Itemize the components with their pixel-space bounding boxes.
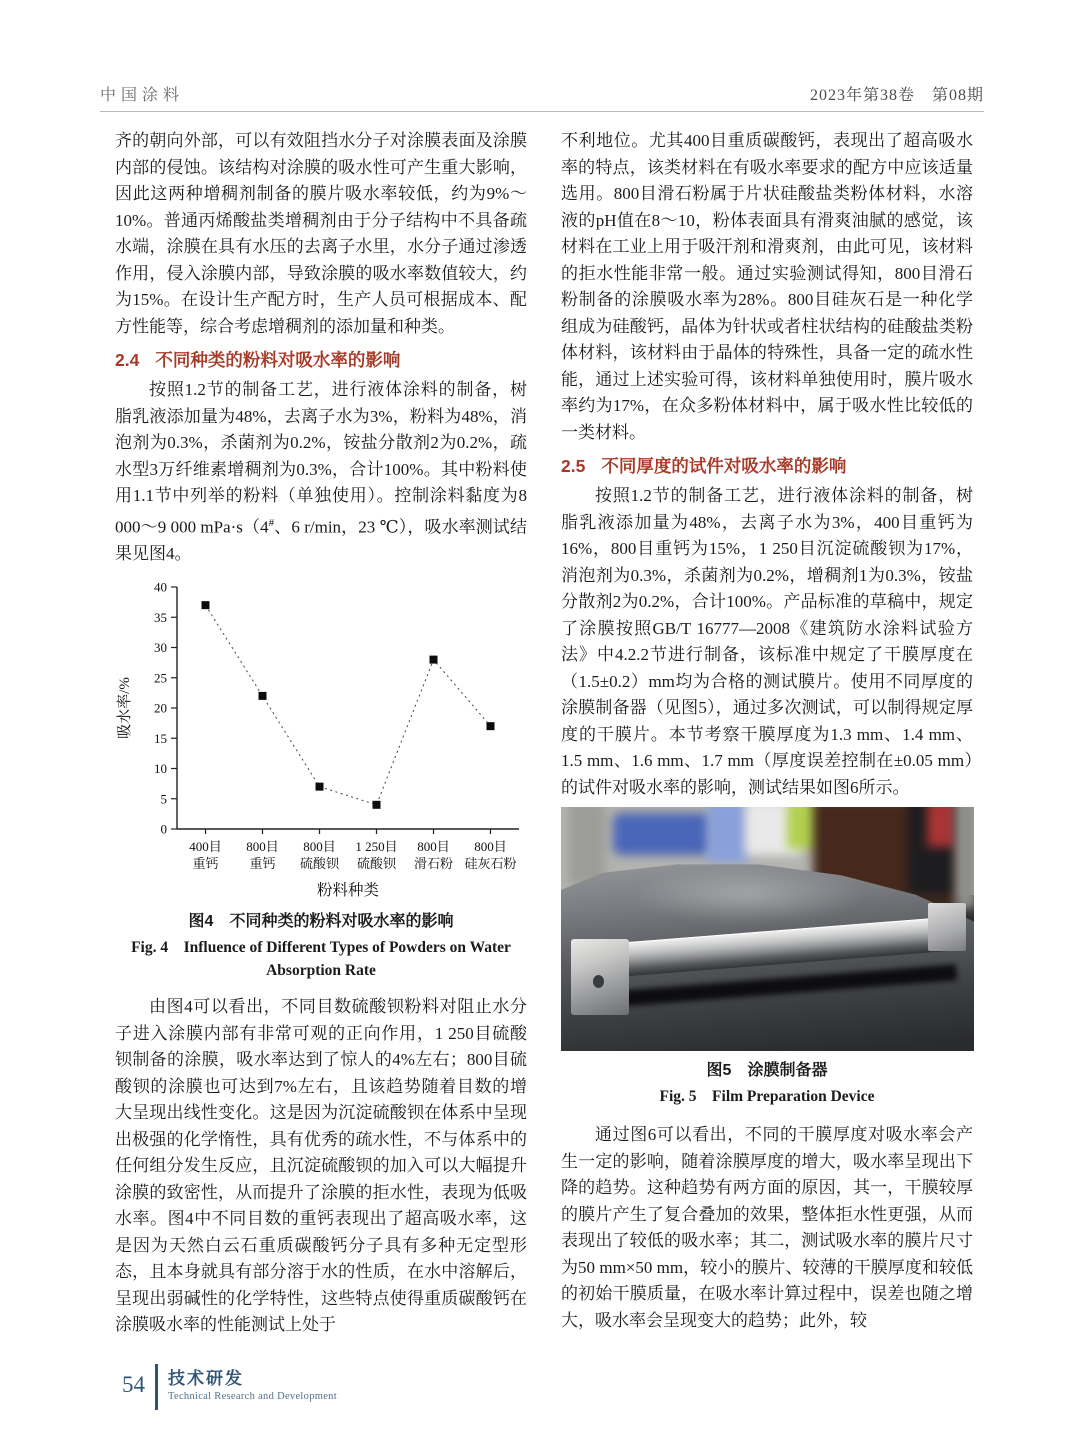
section-title: 不同厚度的试件对吸水率的影响 [601,456,847,476]
svg-text:35: 35 [154,609,167,625]
figure-5-caption-en: Fig. 5 Film Preparation Device [659,1088,875,1105]
figure-4-caption-en: Fig. 4 Influence of Different Types of Powders on Water Absorption Rate [131,939,511,980]
section-heading-2-4 [115,347,527,372]
paragraph-thickness-analysis: 通过图6可以看出，不同的干膜厚度对吸水率会产生一定的影响，随着涂膜厚度的增大，吸水率呈现出下降的趋势。这种趋势有两方面的原因，其一，干膜较厚的膜片产生了复合叠加的效果，整体拒水性更强，从而表现出了较低的吸水率；其二，测试吸水率的膜片尺寸为50 mm×50 mm，较小的膜片、较薄的干膜厚度和较低的初始干膜质量，在吸水率计算过程中，误差也随之增大，吸水率会呈现变大的趋势；此外，较 [561,1125,973,1330]
page-header [100,82,984,105]
photo-red-object [927,807,955,847]
svg-text:30: 30 [154,640,167,656]
section-number: 2.4 [115,350,140,370]
svg-text:吸水率/%: 吸水率/% [117,677,133,739]
svg-text:1 250目硫酸钡: 1 250目硫酸钡 [355,839,398,872]
figure-5-photo [561,807,974,1051]
figure-5-caption-zh: 图5 涂膜制备器 [706,1062,828,1079]
svg-text:15: 15 [154,730,167,746]
photo-plate-sheen [627,866,867,925]
svg-text:20: 20 [154,700,167,716]
footer-divider [155,1364,158,1410]
paragraph-talc-wollastonite: 不利地位。尤其400目重质碳酸钙，表现出了超高吸水率的特点，该类材料在有吸水率要求的配方中应该适量选用。800目滑石粉属于片状硅酸盐类粉体材料，水溶液的pH值在8～10，粉体表面具有滑爽油腻的感觉，该材料在工业上用于吸汗剂和滑爽剂，由此可见，该材料的拒水性能非常一般。通过实验测试得知，800目滑石粉制备的涂膜吸水率为28%。800目硅灰石是一种化学组成为硅酸钙，晶体为针状或者柱状结构的硅酸盐类粉体材料，该材料由于晶体的特殊性，具备一定的疏水性能，通过上述实验可得，该材料单独使用时，膜片吸水率约为17%，在众多粉体材料中，属于吸水性比较低的一类材料。 [561,131,973,442]
figure-4-chart [115,571,527,908]
svg-text:0: 0 [160,821,167,837]
svg-text:800目滑石粉: 800目滑石粉 [413,839,454,872]
page-body [115,128,973,1339]
photo-blue-box [707,807,749,863]
paragraph-baso4-analysis: 由图4可以看出，不同目数硫酸钡粉料对阻止水分子进入涂膜内部有非常可观的正向作用，1 250目硫酸钡制备的涂膜，吸水率达到了惊人的4%左右；800目硫酸钡的涂膜也可达到7%左右，且该趋势随着目数的增大呈现出线性变化。这是因为沉淀硫酸钡在体系中呈现出极强的化学惰性，具有优秀的疏水性，不与体系中的任何组分发生反应，且沉淀硫酸钡的加入可以大幅提升涂膜的致密性，从而提升了涂膜的拒水性，表现为低吸水率。图4中不同目数的重钙表现出了超高吸水率，这是因为天然白云石重质碳酸钙分子具有多种无定型形态，且本身就具有部分溶于水的性质，在水中溶解后，呈现出弱碱性的化学特性，这些特点使得重质碳酸钙在涂膜吸水率的性能测试上处于 [115,997,527,1335]
page-number: 54 [122,1372,145,1397]
svg-text:800目硅灰石粉: 800目硅灰石粉 [464,839,517,872]
photo-applicator-right-block [928,903,966,951]
left-column [115,128,527,1339]
page-footer [122,1364,337,1410]
figure-5-caption [561,1059,973,1108]
svg-text:40: 40 [154,579,167,595]
superscript-hash: # [268,516,275,529]
photo-gray-object [569,807,605,885]
photo-gray-edge [955,807,974,909]
journal-name: 中国涂料 [100,87,185,104]
paragraph-text: 按照1.2节的制备工艺，进行液体涂料的制备，树脂乳液添加量为48%，去离子水为3%，粉料为48%，消泡剂为0.3%，杀菌剂为0.2%，铵盐分散剂2为0.2%，疏水型3万纤维素增稠剂为0.3%，合计100%。其中粉料使用1.1节中列举的粉料（单独使用）。控制涂料黏度为8 000～9 000 mPa·s（4 [115,380,527,537]
section-title: 不同种类的粉料对吸水率的影响 [155,350,401,370]
svg-text:25: 25 [154,670,167,686]
issue-info: 2023年第38卷 第08期 [809,87,984,104]
paragraph-thickness-formula: 按照1.2节的制备工艺，进行液体涂料的制备，树脂乳液添加量为48%，去离子水为3%，400目重钙为16%，800目重钙为15%，1 250目沉淀硫酸钡为17%，消泡剂为0.3%，杀菌剂为0.2%，增稠剂1为0.3%，铵盐分散剂2为0.2%，合计100%。产品标准的草稿中，规定了涂膜按照GB/T 16777—2008《建筑防水涂料试验方法》中4.2.2节进行制备，该标准中规定了干膜厚度在（1.5±0.2）mm均为合格的测试膜片。使用不同厚度的涂膜制备器（见图5），通过多次测试，可以制得规定厚度的干膜片。本节考察干膜厚度为1.3 mm、1.4 mm、1.5 mm、1.6 mm、1.7 mm（厚度误差控制在±0.05 mm）的试件对吸水率的影响，测试结果如图6所示。 [561,486,973,797]
header-rule [100,111,984,112]
photo-blue-items [613,813,711,855]
footer-section-en: Technical Research and Development [168,1391,337,1402]
svg-text:10: 10 [154,761,167,777]
photo-applicator-left-block [571,939,629,1015]
svg-text:800目硫酸钡: 800目硫酸钡 [299,839,340,872]
figure-4-caption [115,910,527,982]
svg-text:400目重钙: 400目重钙 [189,839,222,872]
svg-text:800目重钙: 800目重钙 [246,839,279,872]
svg-text:5: 5 [160,791,167,807]
paragraph-thickener: 齐的朝向外部，可以有效阻挡水分子对涂膜表面及涂膜内部的侵蚀。该结构对涂膜的吸水性可产生重大影响，因此这两种增稠剂制备的膜片吸水率较低，约为9%～10%。普通丙烯酸盐类增稠剂由于分子结构中不具备疏水端，涂膜在具有水压的去离子水里，水分子通过渗透作用，侵入涂膜内部，导致涂膜的吸水率数值较大，约为15%。在设计生产配方时，生产人员可根据成本、配方性能等，综合考虑增稠剂的添加量和种类。 [115,131,527,336]
right-column [561,128,973,1339]
svg-text:粉料种类: 粉料种类 [316,882,380,900]
section-heading-2-5 [561,453,973,478]
paragraph-text: 、6 r/min，23 ℃），吸水率测试结果见图4。 [115,517,528,563]
figure-4-caption-zh: 图4 不同种类的粉料对吸水率的影响 [188,913,454,931]
photo-applicator-hole [593,975,604,988]
section-number: 2.5 [561,456,586,476]
footer-section: 技术研发 [168,1369,244,1388]
water-absorption-line-chart [115,571,527,903]
paragraph-powder-formula [115,377,527,567]
